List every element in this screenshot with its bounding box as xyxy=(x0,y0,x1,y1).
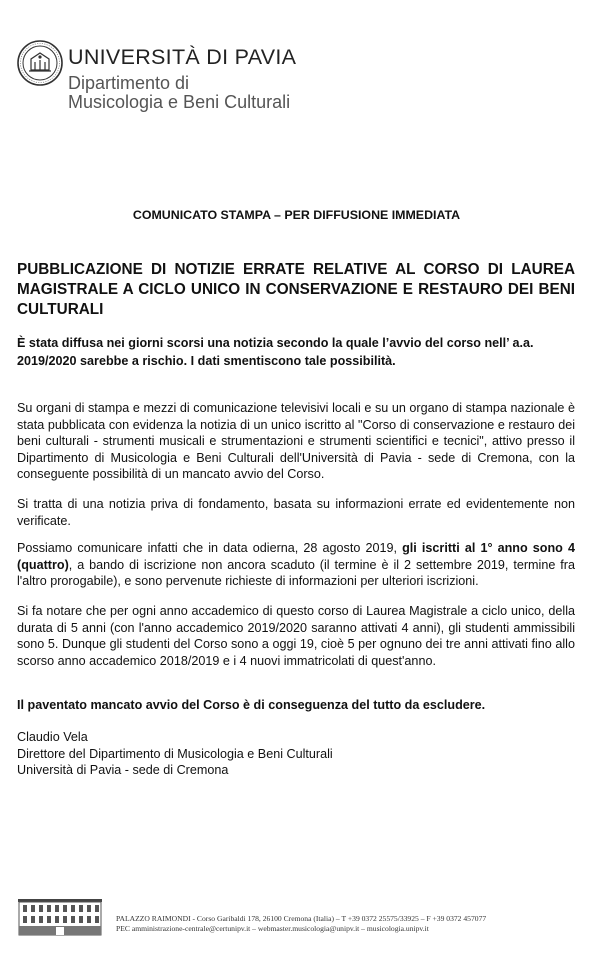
footer-emails: PEC amministrazione-centrale@certunipv.it – webmaster.musicologia@unipv.it – musicologia.unipv.it xyxy=(116,924,429,933)
university-name: UNIVERSITÀ DI PAVIA xyxy=(68,45,297,69)
press-release-heading: COMUNICATO STAMPA – PER DIFFUSIONE IMMEDIATA xyxy=(132,208,461,222)
paragraph-3 xyxy=(17,540,575,590)
article-subtitle: È stata diffusa nei giorni scorsi una notizia secondo la quale l’avvio del corso nell’ a.a. 2019/2020 sarebbe a rischio. I dati smentiscono tale possibilità. xyxy=(17,336,534,368)
signature-role: Direttore del Dipartimento di Musicologia e Beni Culturali xyxy=(17,746,333,761)
article-title: PUBBLICAZIONE DI NOTIZIE ERRATE RELATIVE AL CORSO DI LAUREA MAGISTRALE A CICLO UNICO IN CONSERVAZIONE E RESTAURO DEI BENI CULTURALI xyxy=(17,261,575,318)
signature-place: Università di Pavia - sede di Cremona xyxy=(17,763,229,777)
footer-address: PALAZZO RAIMONDI - Corso Garibaldi 178, 26100 Cremona (Italia) – T +39 0372 25575/33925 – F +39 0372 457077 xyxy=(116,914,487,923)
department-line-1: Dipartimento di xyxy=(68,73,190,93)
paragraph-3-highlight: gli iscritti al 1° anno sono 4 (quattro) xyxy=(17,541,575,572)
university-seal-icon xyxy=(17,40,63,86)
department-line-2: Musicologia e Beni Culturali xyxy=(68,92,291,112)
signature-name: Claudio Vela xyxy=(17,730,88,744)
signature-block xyxy=(17,729,333,779)
paragraph-3-text-b: , a bando di iscrizione non ancora scaduto (il termine è il 2 settembre 2019, termine fra l'altro prorogabile), e sono pervenute richieste di informazioni per ulteriori iscrizioni. xyxy=(17,557,575,588)
paragraph-1: Su organi di stampa e mezzi di comunicazione televisivi locali e su un organo di stampa nazionale è stata pubblicata con evidenza la notizia di un unico iscritto al "Corso di conservazione e restauro dei beni culturali - strumenti musicali e strumentazioni e strumenti scientifici e tecnici", attivo presso il Dipartimento di Musicologia e Beni Culturali dell'Università di Pavia - sede di Cremona, con la conseguente possibilità di un mancato avvio del Corso. xyxy=(17,401,575,481)
paragraph-2: Si tratta di una notizia priva di fondamento, basata su informazioni errate ed evidentemente non verificate. xyxy=(17,497,575,528)
footer-contacts xyxy=(116,914,486,934)
paragraph-5-conclusion: Il paventato mancato avvio del Corso è di conseguenza del tutto da escludere. xyxy=(17,698,486,712)
paragraph-3-text-a: Possiamo comunicare infatti che in data odierna, 28 agosto 2019, xyxy=(17,541,403,555)
paragraph-4: Si fa notare che per ogni anno accademico di questo corso di Laurea Magistrale a ciclo unico, della durata di 5 anni (con l'anno accademico 2019/2020 saranno attivati 4 anni), gli studenti ammissibili sono 5. Dunque gli studenti del Corso sono a oggi 19, cioè 5 per ognuno dei tre anni attivati fino allo scorso anno accademico 2018/2019 e i 4 nuovi immatricolati di quest'anno. xyxy=(17,604,575,668)
palazzo-building-icon xyxy=(17,893,103,937)
